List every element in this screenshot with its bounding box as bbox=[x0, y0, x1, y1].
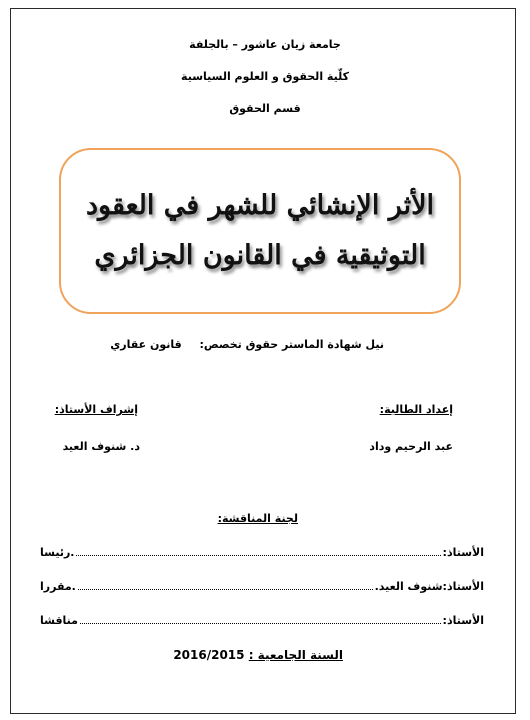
academic-year-value: 2016/2015 bbox=[173, 648, 245, 662]
committee-heading: لجنة المناقشة: bbox=[217, 512, 298, 525]
committee-member-row bbox=[40, 614, 484, 627]
faculty-name: كلّية الحقوق و العلوم السياسية bbox=[181, 70, 349, 83]
committee-member-label: الأستاذ: bbox=[442, 546, 484, 559]
committee-member-name: شنوف العيد. bbox=[374, 580, 443, 593]
supervisor-label: إشراف الأستاذ: bbox=[54, 403, 138, 416]
committee-member-row bbox=[40, 580, 484, 593]
thesis-title-box bbox=[59, 148, 461, 314]
committee-member-row bbox=[40, 546, 484, 559]
degree-text: نيل شهادة الماستر حقوق تخصص: bbox=[199, 338, 384, 351]
university-name: جامعة زيان عاشور – بالجلفة bbox=[189, 38, 341, 51]
dotted-leader bbox=[78, 581, 373, 590]
committee-member-role: مناقشا bbox=[40, 614, 78, 627]
degree-specialty: قانون عقاري bbox=[110, 338, 182, 351]
committee-member-role: .رئيسا bbox=[40, 546, 75, 559]
student-name: عبد الرحيم وداد bbox=[369, 440, 453, 453]
academic-year bbox=[173, 648, 343, 662]
committee-member-role: .مقررا bbox=[40, 580, 76, 593]
committee-member-label: الأستاذ: bbox=[442, 580, 484, 593]
dotted-leader bbox=[80, 615, 441, 624]
thesis-title-line-2: التوثيقية في القانون الجزائري bbox=[94, 240, 426, 271]
degree-line bbox=[110, 338, 384, 351]
supervisor-name: د. شنوف العيد bbox=[62, 440, 140, 453]
committee-member-label: الأستاذ: bbox=[442, 614, 484, 627]
prepared-by-label: إعداد الطالبة: bbox=[379, 403, 453, 416]
dotted-leader bbox=[76, 547, 440, 556]
department-name: قسم الحقوق bbox=[229, 102, 301, 115]
thesis-title-line-1: الأثر الإنشائي للشهر في العقود bbox=[85, 190, 435, 221]
academic-year-label: السنة الجامعية : bbox=[248, 648, 343, 662]
